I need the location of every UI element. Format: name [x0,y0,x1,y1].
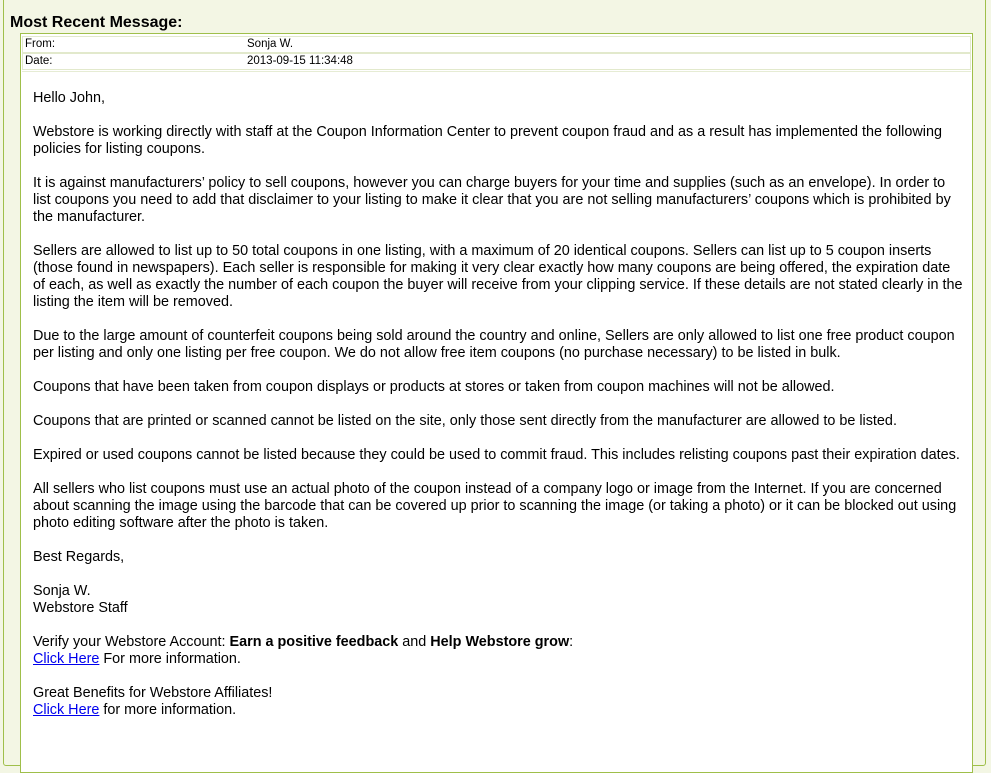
affiliates-block [33,685,965,719]
verify-bold-feedback: Earn a positive feedback [229,634,399,650]
meta-row-from [22,36,971,53]
signature [33,583,965,617]
verify-prefix: Verify your Webstore Account: [33,634,230,650]
meta-row-date [22,53,971,70]
affiliates-click-here-link[interactable]: Click Here [33,702,100,718]
section-title: Most Recent Message: [10,14,183,31]
greeting: Hello John, [33,90,105,106]
paragraph: Sellers are allowed to list up to 50 total coupons in one listing, with a maximum of 20 identical coupons. Sellers can list up to 5 coupon inserts (those found in newspapers). Each seller is responsible for making it very clear exactly how many coupons are being offered, the expiration date of each, as well as exactly the number of each coupon the buyer will receive from your clipping service. If these details are not stated clearly in the listing the item will be removed. [33,243,963,310]
paragraph: Due to the large amount of counterfeit coupons being sold around the country and online, Sellers are only allowed to list one free product coupon per listing and only one listing per free coupon. We do not allow free item coupons (no purchase necessary) to be listed in bulk. [33,328,955,361]
date-value: 2013-09-15 11:34:48 [247,55,353,67]
date-label: Date: [25,55,53,67]
from-value: Sonja W. [247,38,294,50]
verify-suffix: : [569,634,574,650]
affiliates-after-link: for more information. [99,702,237,718]
verify-block [33,634,965,668]
verify-click-here-link[interactable]: Click Here [33,651,100,667]
verify-after-link: For more information. [99,651,241,667]
message-body [33,90,965,736]
paragraph: Coupons that have been taken from coupon displays or products at stores or taken from coupon machines will not be allowed. [33,379,835,395]
paragraph: All sellers who list coupons must use an actual photo of the coupon instead of a company logo or image from the Internet. If you are concerned about scanning the image using the barcode that can be covered up prior to scanning the image (or taking a photo) or it can be blocked out using photo editing software after the photo is taken. [33,481,957,531]
paragraph: Expired or used coupons cannot be listed because they could be used to commit fraud. This includes relisting coupons past their expiration dates. [33,447,960,463]
affiliates-text: Great Benefits for Webstore Affiliates! [33,685,273,701]
verify-middle: and [398,634,431,650]
from-label: From: [25,38,56,50]
paragraph: Webstore is working directly with staff at the Coupon Information Center to prevent coupon fraud and as a result has implemented the following policies for listing coupons. [33,124,942,157]
paragraph: Coupons that are printed or scanned cannot be listed on the site, only those sent directly from the manufacturer are allowed to be listed. [33,413,897,429]
divider [22,71,971,72]
signature-name: Sonja W. [33,583,91,599]
verify-bold-grow: Help Webstore grow [430,634,570,650]
message-panel [20,33,973,773]
paragraph: It is against manufacturers’ policy to sell coupons, however you can charge buyers for your time and supplies (such as an envelope). In order to list coupons you need to add that disclaimer to your listing to make it clear that you are not selling manufacturers’ coupons which is prohibited by the manufacturer. [33,175,951,225]
signature-title: Webstore Staff [33,600,128,616]
closing: Best Regards, [33,549,125,565]
